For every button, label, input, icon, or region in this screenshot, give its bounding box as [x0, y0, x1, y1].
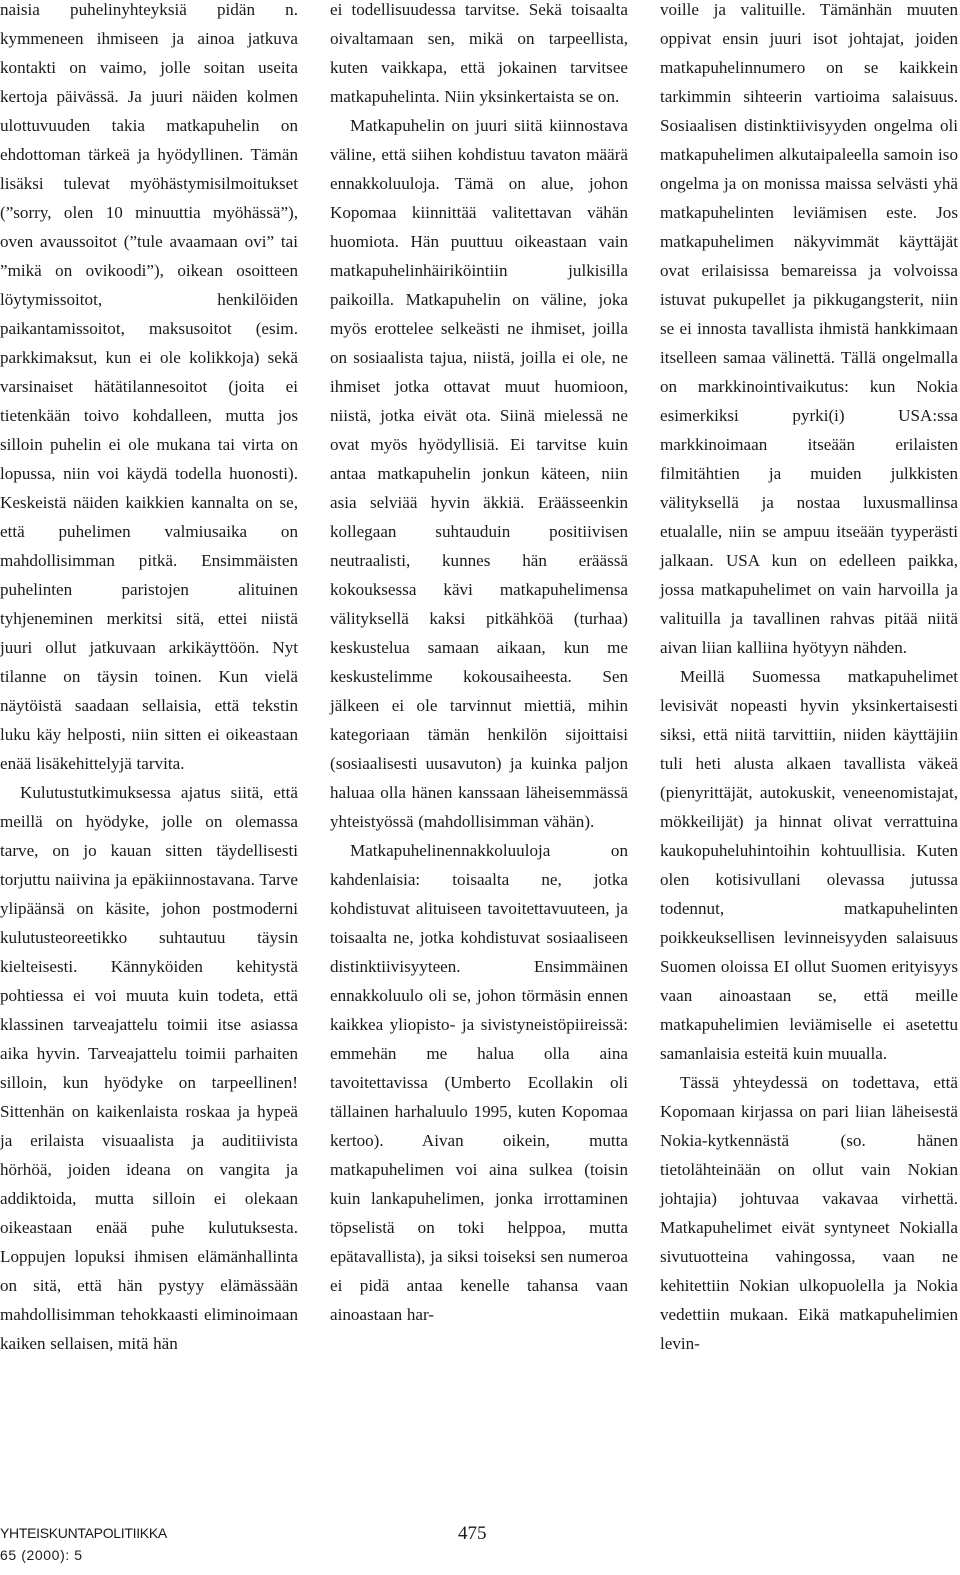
- journal-issue: 65 (2000): 5: [0, 1547, 83, 1563]
- paragraph: Matkapuhelin on juuri siitä kiinnostava väline, että siihen kohdistuu tavaton määrä ennakkoluuloja. Tämä on alue, johon Kopomaa kiinnittää valitettavan vähän huomiota. Hän puuttuu oikeastaan vain matkapuhelinhäiriköintiin julkisilla paikoilla. Matkapuhelin on väline, joka myös erottelee selkeästi ne ihmiset, joilla on sosiaalista tajua, niistä, joilla ei ole, ne ihmiset jotka ottavat muut huomioon, niistä, jotka eivät ota. Siinä mielessä ne ovat myös hyödyllisiä. Ei tarvitse kuin antaa matkapuhelin jonkun käteen, niin asia selviää hyvin äkkiä. Eräässeenkin kollegaan suhtauduin positiivisen neutraalisti, kunnes hän eräässä kokouksessa kävi matkapuhelimensa välityksellä kaksi pitkähköä (turhaa) keskustelua samaan aikaan, kun me keskustelimme kokousaiheesta. Sen jälkeen ei ole tarvinnut miettiä, mihin kategoriaan tämän henkilön sijoittaisi (sosiaalisesti uusavuton) ja kuinka paljon haluaa olla hänen kanssaan läheisemmässä yhteistyössä (mahdollisimman vähän).: [330, 116, 628, 831]
- paragraph: voille ja valituille. Tämänhän muuten oppivat ensin juuri isot johtajat, joiden matkapuhelinnumero on se kaikkein tarkimmin sihteerin vartioima salaisuus. Sosiaalisen distinktiivisyyden ongelma oli matkapuhelimen alkutaipaleella samoin iso ongelma ja on monissa maissa selvästi yhä matkapuhelinten leviämisen este. Jos matkapuhelimen näkyvimmät käyttäjät ovat erilaisissa bemareissa ja volvoissa istuvat pukupellet ja pikkugangsterit, niin se ei innosta tavallista ihmistä hankkimaan itselleen samaa välinettä. Tällä ongelmalla on markkinointivaikutus: kun Nokia esimerkiksi pyrki(i) USA:ssa markkinoimaan itseään erilaisten filmitähtien ja muiden julkkisten välityksellä ja nostaa luxusmallinsa etualalle, niin se ampuu itseään tyyperästi jalkaan. USA kun on edelleen paikka, jossa matkapuhelimet on vain harvoilla ja valituilla ja tavallinen rahvas pitää niitä aivan liian kalliina hyötyyn nähden.: [660, 0, 958, 657]
- paragraph: naisia puhelinyhteyksiä pidän n. kymmeneen ihmiseen ja ainoa jatkuva kontakti on vaimo, jolle soitan useita kertoja päivässä. Ja juuri näiden kolmen ulottuvuuden takia matkapuhelin on ehdottoman tärkeä ja hyödyllinen. Tämän lisäksi tulevat myöhästymisilmoitukset (”sorry, olen 10 minuuttia myöhässä”), oven avaussoitot (”tule avaamaan ovi” tai ”mikä on ovikoodi”), oikean osoitteen löytymissoitot, henkilöiden paikantamissoitot, maksusoitot (esim. parkkimaksut, kun ei ole kolikkoja) sekä varsinaiset hätätilannesoitot (joita ei tietenkään toivo kohdalleen, mutta jos silloin puhelin ei ole mukana tai virta on lopussa, niin voi käydä todella huonosti). Keskeistä näiden kaikkien kannalta on se, että puhelimen valmiusaika on mahdollisimman pitkä. Ensimmäisten puhelinten paristojen alituinen tyhjeneminen merkitsi sitä, ettei niistä juuri ollut jatkuvaan arkikäyttöön. Nyt tilanne on täysin toinen. Kun vielä näytöistä saadaan sellaisia, että tekstin luku käy helposti, niin sitten ei oikeastaan enää lisäkehittelyjä tarvita.: [0, 0, 298, 773]
- journal-footer: [0, 1522, 167, 1566]
- text-column-1: [0, 0, 298, 1358]
- paragraph: Matkapuhelinennakkoluuloja on kahdenlaisia: toisaalta ne, jotka kohdistuvat alituiseen tavoitettavuuteen, ja toisaalta ne, jotka kohdistuvat sosiaaliseen distinktiivisyyteen. Ensimmäinen ennakkoluulo oli se, johon törmäsin ennen kaikkea yliopisto- ja sivistyneistöpiireissä: emmehän me halua olla aina tavoitettavissa (Umberto Ecollakin oli tällainen harhaluulo 1995, kuten Kopomaa kertoo). Aivan oikein, mutta matkapuhelimen voi aina sulkea (toisin kuin lankapuhelimen, jonka irrottaminen töpselistä on toki helppoa, mutta epätavallista), ja siksi toiseksi sen numeroa ei pidä antaa kenelle tahansa vaan ainoastaan har-: [330, 841, 628, 1324]
- text-column-3: [660, 0, 958, 1358]
- journal-title: YHTEISKUNTAPOLITIIKKA: [0, 1525, 167, 1541]
- paragraph: Kulutustutkimuksessa ajatus siitä, että meillä on hyödyke, jolle on olemassa tarve, on jo kauan sitten täydellisesti torjuttu naiivina ja epäkiinnostavana. Tarve ylipäänsä on käsite, johon postmoderni kulutusteoreetikko suhtautuu täysin kielteisesti. Kännyköiden kehitystä pohtiessa ei voi muuta kuin todeta, että klassinen tarveajattelu toimii itse asiassa aika hyvin. Tarveajattelu toimii parhaiten silloin, kun hyödyke on tarpeellinen! Sittenhän on kaikenlaista roskaa ja hypeä ja erilaista visuaalista ja auditiivista hörhöä, joiden ideana on vangita ja addiktoida, mutta silloin ei olekaan oikeastaan enää puhe kulutuksesta. Loppujen lopuksi ihmisen elämänhallinta on sitä, että hän pystyy elämässään mahdollisimman tehokkaasti eliminoimaan kaiken sellaisen, mitä hän: [0, 783, 298, 1353]
- page-number: 475: [458, 1523, 487, 1544]
- paragraph: ei todellisuudessa tarvitse. Sekä toisaalta oivaltamaan sen, mikä on tarpeellista, kuten vaikkapa, että jokainen tarvitsee matkapuhelinta. Niin yksinkertaista se on.: [330, 0, 628, 106]
- paragraph: Meillä Suomessa matkapuhelimet levisivät nopeasti hyvin yksinkertaisesti siksi, että niitä tarvittiin, niiden käyttäjiin tuli heti alusta alkaen tavallista väkeä (pienyrittäjät, autokuskit, veneenomistajat, mökkeilijät) ja hinnat olivat verrattuina kaukopuheluhintoihin kohtuullisia. Kuten olen kotisivullani olevassa jutussa todennut, matkapuhelinten poikkeuksellisen levinneisyyden salaisuus Suomen oloissa EI ollut Suomen erityisyys vaan ainoastaan se, että meille matkapuhelimien leviämiselle ei asetettu samanlaisia esteitä kuin muualla.: [660, 667, 958, 1063]
- text-column-2: [330, 0, 628, 1329]
- paragraph: Tässä yhteydessä on todettava, että Kopomaan kirjassa on pari liian läheisestä Nokia-kytkennästä (so. hänen tietolähteinään on ollut vain Nokian johtajia) johtuvaa vakavaa virhettä. Matkapuhelimet eivät syntyneet Nokialla sivutuotteina vahingossa, vaan ne kehitettiin Nokian ulkopuolella ja Nokia vedettiin mukaan. Eikä matkapuhelimien levin-: [660, 1073, 958, 1353]
